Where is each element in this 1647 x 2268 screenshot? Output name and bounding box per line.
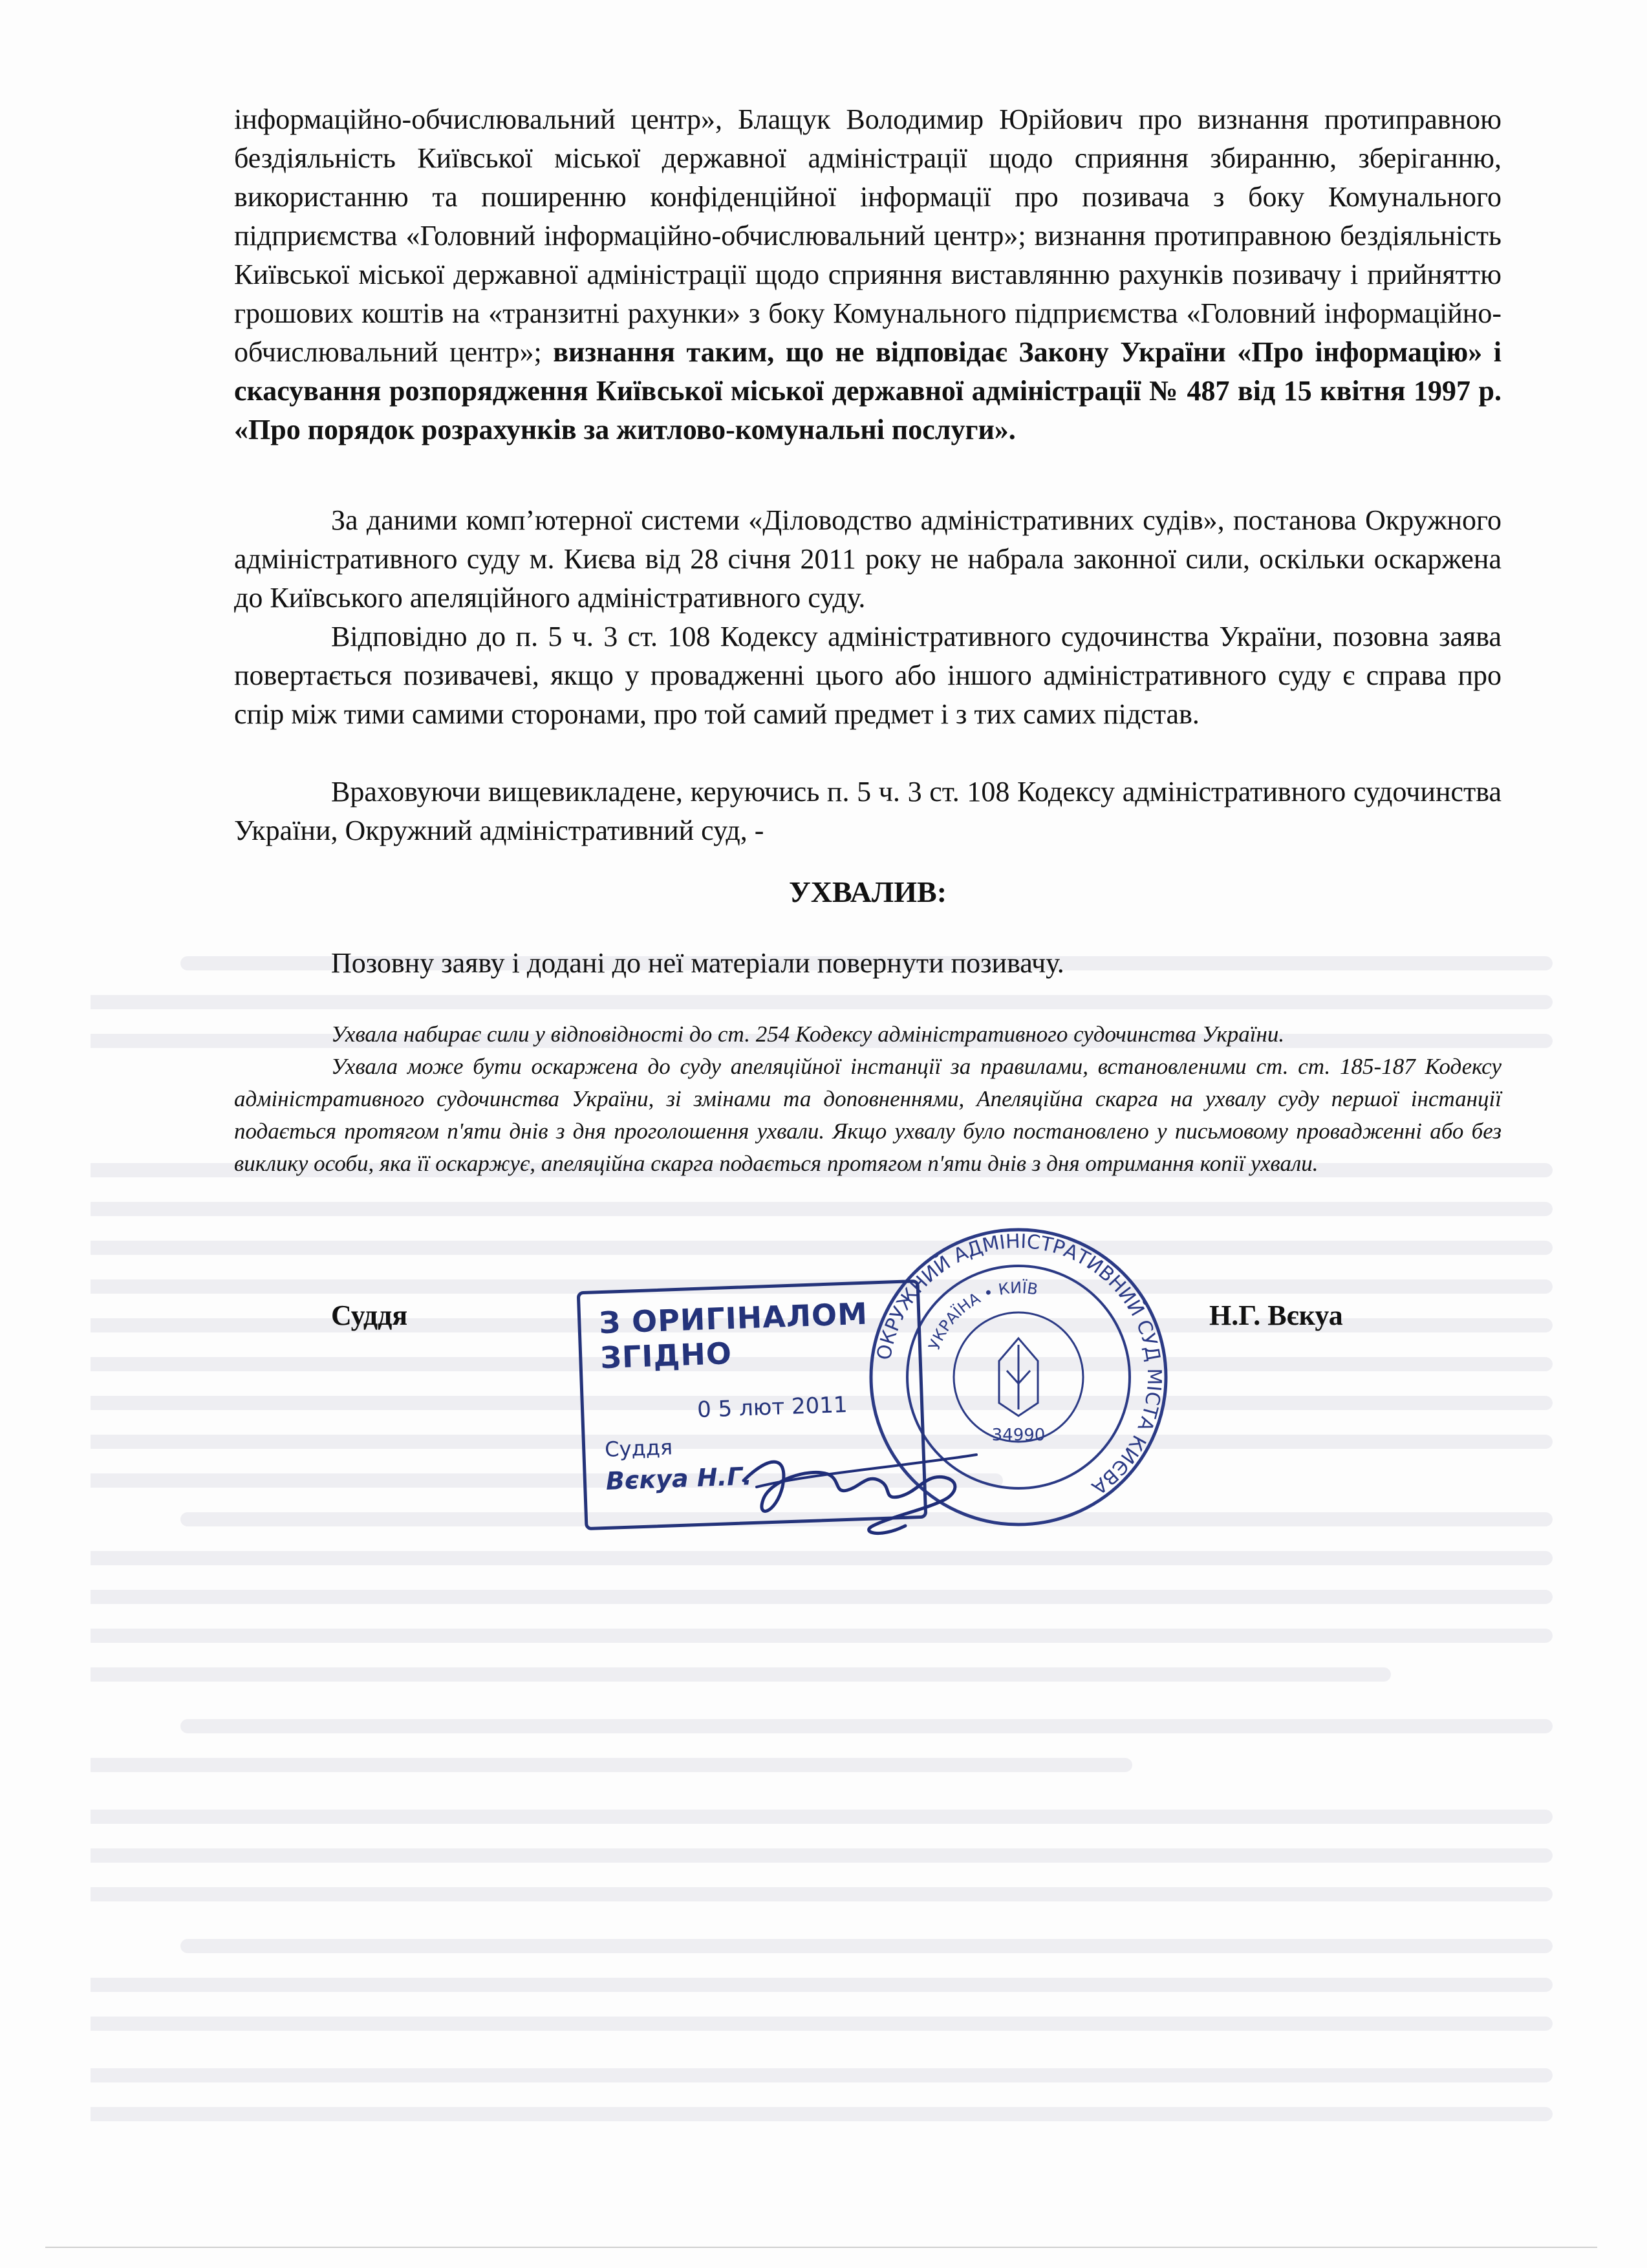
decision-paragraph xyxy=(234,773,1502,850)
judge-title: Суддя xyxy=(331,1300,408,1331)
stamp-date: 0 5 лют 2011 xyxy=(696,1391,848,1423)
ruling-heading: УХВАЛИВ: xyxy=(788,875,947,908)
intro-regular: інформаційно-обчислювальний центр», Блащук Володимир Юрійович про визнання протиправною бездіяльність Київської міської державної адміністрації щодо сприяння збиранню, зберіганню, використанню та поширенню конфіденційної інформації про позивача з боку Комунального підприємства «Головний інформаційно-обчислювальний центр»; визнання протиправною бездіяльність Київської міської державної адміністрації щодо сприяння виставлянню рахунків позивачу і прийняттю грошових коштів на «транзитні рахунки» з боку Комунального підприємства «Головний інформаційно-обчислювальний центр»; xyxy=(234,103,1502,368)
emblem-icon xyxy=(999,1338,1038,1416)
note-appeal: Ухвала може бути оскаржена до суду апеляційної інстанції за правилами, встановленими ст. ст. 185-187 Кодексу адміністративного судочинства України, зі змінами та доповненнями, Апеляційна скарга на ухвалу суду першої інстанції подається протягом п'яти днів з дня проголошення ухвали. Якщо ухвалу було постановлено у письмовому провадженні або без виклику особи, яка її оскаржує, апеляційна скарга подається протягом п'яти днів з дня отримання копії ухвали. xyxy=(234,1054,1502,1176)
intro-paragraph xyxy=(234,100,1502,449)
seal-inner-text: УКРАЇНА • КИЇВ xyxy=(925,1278,1040,1353)
ruling-notes xyxy=(234,1018,1502,1180)
stamp-name: Вєкуа Н.Г. xyxy=(605,1462,753,1495)
judge-name: Н.Г. Вєкуа xyxy=(1209,1300,1343,1331)
handwritten-signature xyxy=(731,1429,983,1545)
seal-code: 34990 xyxy=(991,1426,1046,1445)
legal-basis-paragraph xyxy=(234,617,1502,734)
seal-outer-text: ОКРУЖНИЙ АДМІНІСТРАТИВНИЙ СУД МІСТА КИЄВА xyxy=(872,1230,1166,1499)
legal-basis-text: Відповідно до п. 5 ч. 3 ст. 108 Кодексу адміністративного судочинства України, позовна заява повертається позивачеві, якщо у провадженні цього або іншого адміністративного суду є справа про спір між тими самими сторонами, про той самий предмет і з тих самих підстав. xyxy=(234,621,1502,730)
stamp-title: З ОРИГІНАЛОМ ЗГІДНО xyxy=(598,1296,868,1376)
ruling-order: Позовну заяву і додані до неї матеріали повернути позивачу. xyxy=(331,947,1064,979)
case-status-paragraph xyxy=(234,501,1502,617)
stamp-role: Суддя xyxy=(604,1435,673,1462)
intro-text xyxy=(234,100,1502,449)
page-bottom-edge xyxy=(45,2247,1597,2248)
case-status-text: За даними комп’ютерної системи «Діловодство адміністративних судів», постанова Окружного адміністративного суду м. Києва від 28 січня 2011 року не набрала законної сили, оскільки оскаржена до Київського апеляційного адміністративного суду. xyxy=(234,504,1502,614)
decision-text: Враховуючи вищевикладене, керуючись п. 5 ч. 3 ст. 108 Кодексу адміністративного судочинства України, Окружний адміністративний суд, - xyxy=(234,776,1502,846)
note-effective: Ухвала набирає сили у відповідності до ст. 254 Кодексу адміністративного судочинства України. xyxy=(331,1022,1285,1047)
intro-bold: визнання таким, що не відповідає Закону України «Про інформацію» і скасування розпорядження Київської міської державної адміністрації № 487 від 15 квітня 1997 р. «Про порядок розрахунків за житлово-комунальні послуги». xyxy=(234,336,1502,445)
